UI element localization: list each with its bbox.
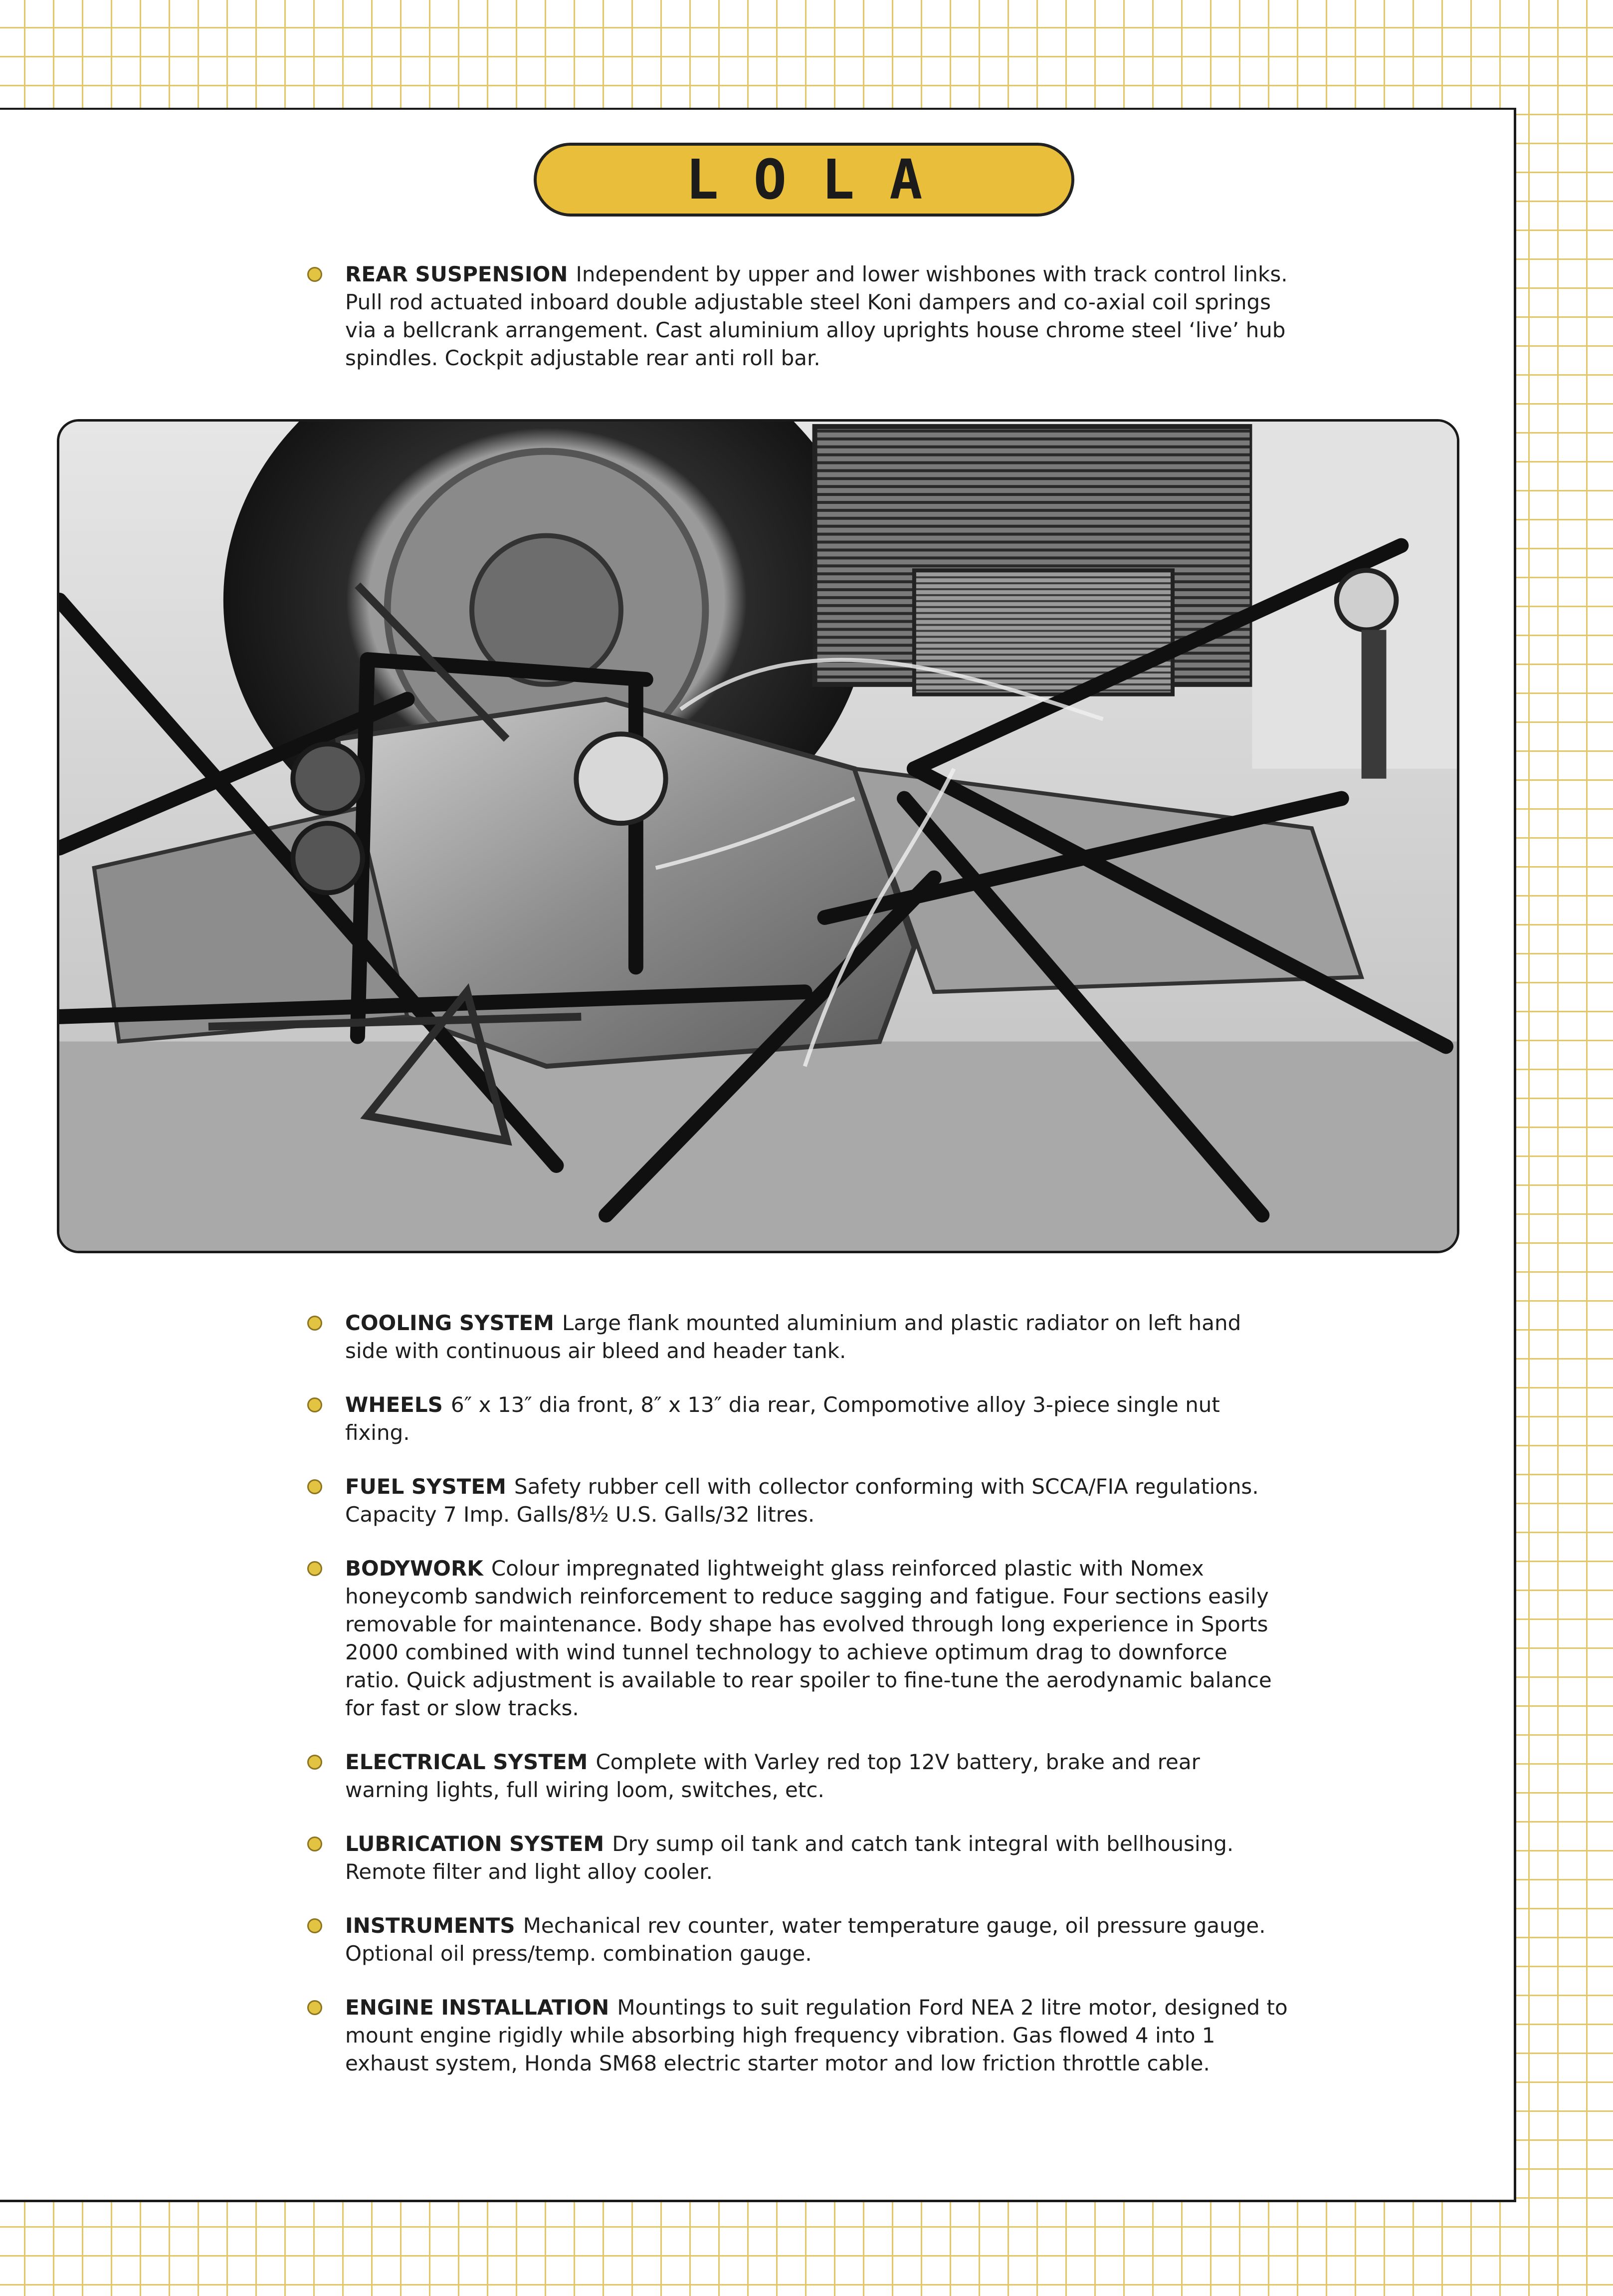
bullet-icon — [307, 1479, 322, 1494]
bullet-icon — [307, 1837, 322, 1851]
spec-wheels — [345, 1391, 1288, 1447]
spec-engine-installation — [345, 1994, 1288, 2077]
bullet-icon — [307, 1918, 322, 1933]
logo-text: LOLA — [685, 148, 958, 212]
spec-instruments — [345, 1912, 1288, 1968]
spec-text: Dry sump oil tank and catch tank integral with bellhousing. Remote filter and light alloy cooler. — [345, 1832, 1234, 1884]
spec-text: Colour impregnated lightweight glass reinforced plastic with Nomex honeycomb sandwich reinforcement to reduce sagging and fatigue. Four sections easily removable for maintenance. Body shape has evolved through long experience in Sports 2000 combined with wind tunnel technology to achieve optimum drag to downforce ratio. Quick adjustment is available to rear spoiler to fine-tune the aerodynamic balance for fast or slow tracks. — [345, 1556, 1272, 1720]
bullet-icon — [307, 2000, 322, 2015]
spec-title: ENGINE INSTALLATION — [345, 1995, 609, 2020]
spec-lubrication-system — [345, 1830, 1288, 1886]
spec-text: 6″ x 13″ dia front, 8″ x 13″ dia rear, Compomotive alloy 3-piece single nut fixing. — [345, 1392, 1220, 1445]
lola-logo — [534, 143, 1074, 217]
spec-title: BODYWORK — [345, 1556, 483, 1581]
spec-title: LUBRICATION SYSTEM — [345, 1832, 605, 1856]
bullet-icon — [307, 1316, 322, 1331]
sheet-top-border — [0, 108, 1516, 110]
chassis-photo-illustration — [59, 422, 1457, 1251]
spec-fuel-system — [345, 1473, 1288, 1529]
spec-text: Large flank mounted aluminium and plastic radiator on left hand side with continuous air bleed and header tank. — [345, 1311, 1241, 1363]
bullet-icon — [307, 267, 322, 282]
bullet-icon — [307, 1561, 322, 1576]
spec-title: FUEL SYSTEM — [345, 1474, 506, 1499]
chassis-rear-photo — [57, 419, 1459, 1253]
spec-bodywork — [345, 1555, 1288, 1722]
spec-text: Mechanical rev counter, water temperature gauge, oil pressure gauge. Optional oil press/temp. combination gauge. — [345, 1913, 1266, 1966]
bullet-icon — [307, 1397, 322, 1412]
spec-text: Mountings to suit regulation Ford NEA 2 litre motor, designed to mount engine rigidly while absorbing high frequency vibration. Gas flowed 4 into 1 exhaust system, Honda SM68 electric starter motor and low friction throttle cable. — [345, 1995, 1288, 2075]
spec-title: INSTRUMENTS — [345, 1913, 515, 1938]
spec-rear-suspension — [345, 260, 1288, 372]
spec-electrical-system — [345, 1748, 1288, 1804]
spec-title: WHEELS — [345, 1392, 443, 1417]
spec-title: COOLING SYSTEM — [345, 1311, 554, 1335]
spec-text: Complete with Varley red top 12V battery, brake and rear warning lights, full wiring loom, switches, etc. — [345, 1750, 1200, 1802]
bullet-icon — [307, 1755, 322, 1770]
spec-text: Safety rubber cell with collector conforming with SCCA/FIA regulations. Capacity 7 Imp. Galls/8½ U.S. Galls/32 litres. — [345, 1474, 1259, 1527]
spec-title: ELECTRICAL SYSTEM — [345, 1750, 588, 1774]
spec-text: Independent by upper and lower wishbones with track control links. Pull rod actuated inboard double adjustable steel Koni dampers and co-axial coil springs via a bellcrank arrangement. Cast aluminium alloy uprights house chrome steel ‘live’ hub spindles. Cockpit adjustable rear anti roll bar. — [345, 262, 1288, 370]
spec-cooling-system — [345, 1309, 1288, 1365]
spec-title: REAR SUSPENSION — [345, 262, 568, 286]
